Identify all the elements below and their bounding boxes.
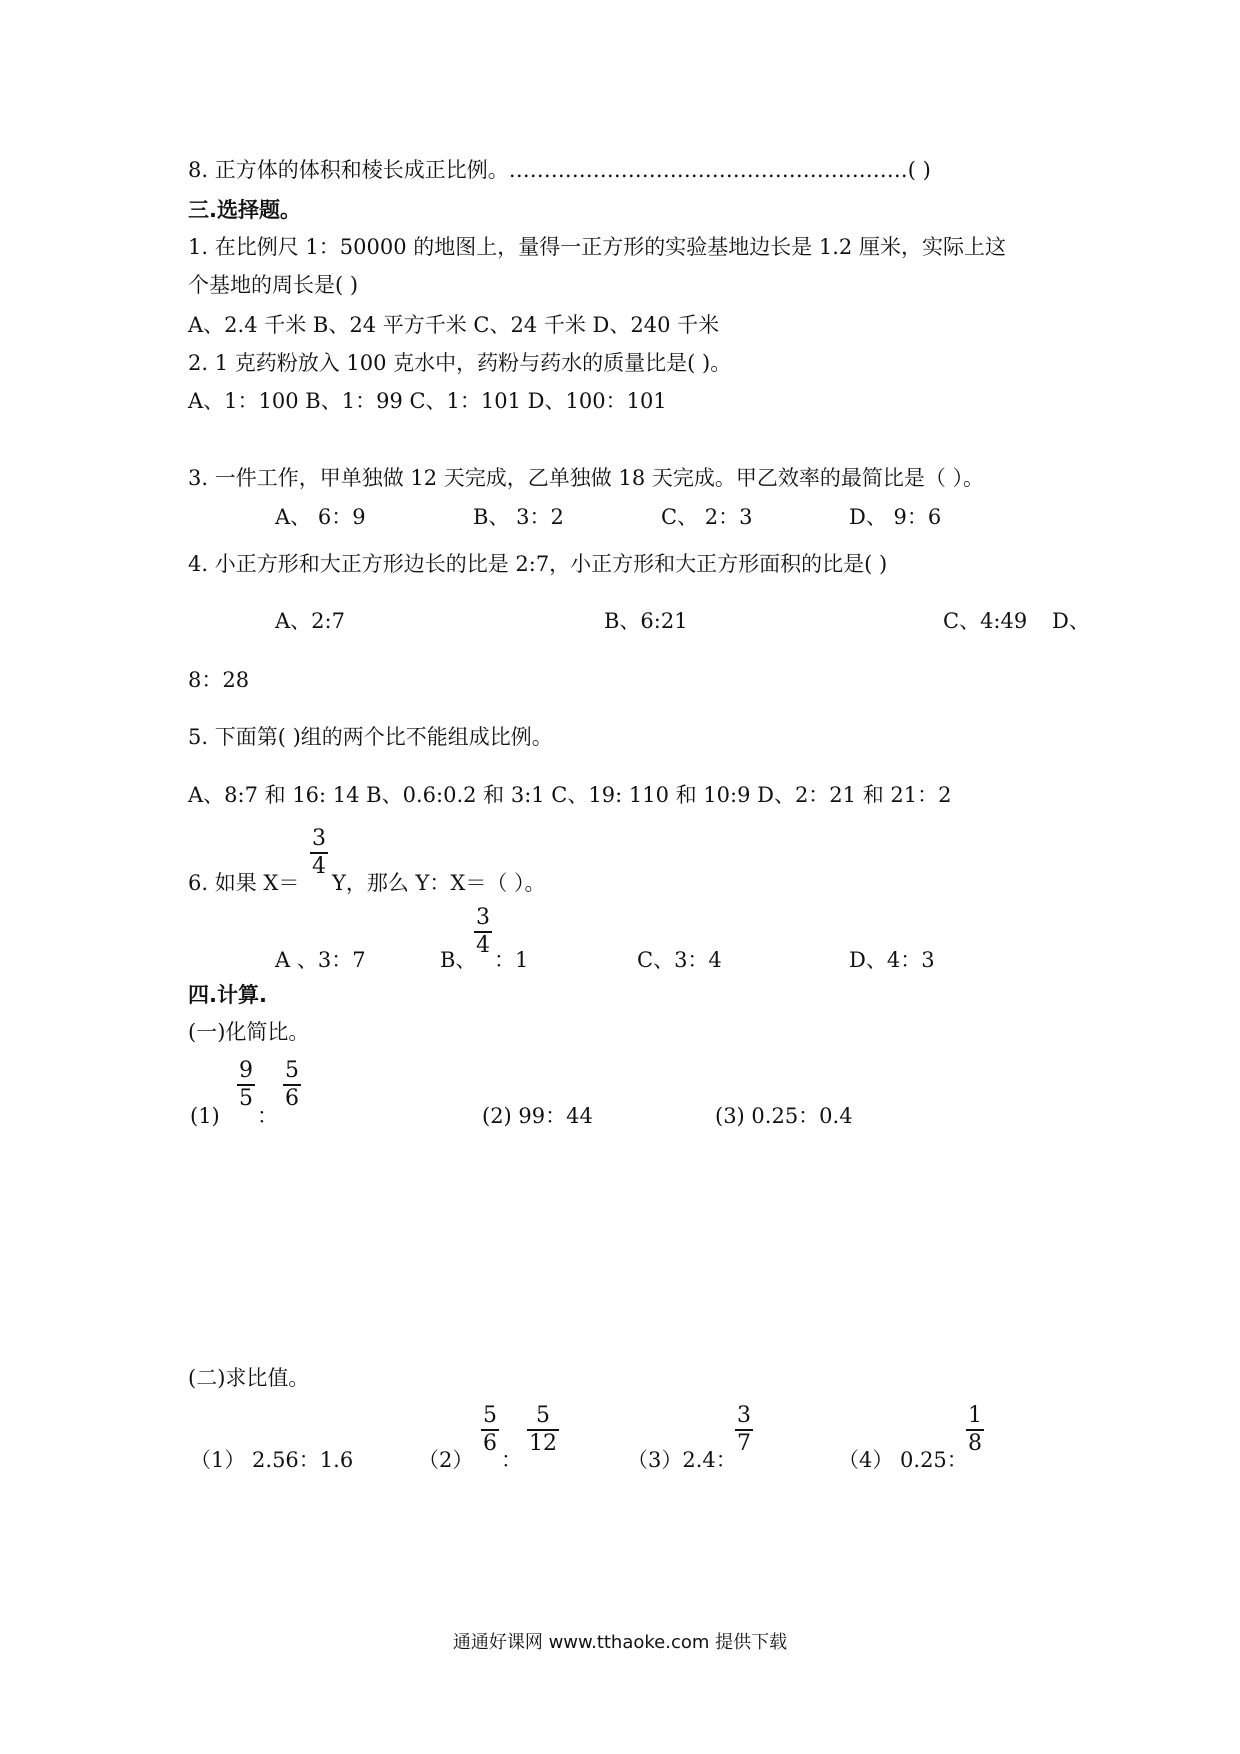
q6-option-b-suffix: ：1 — [494, 948, 529, 972]
part2-p3-prefix: （3）2.4： — [627, 1448, 737, 1472]
fraction-denominator: 4 — [312, 854, 326, 879]
q3-option-a: A、 6：9 — [275, 505, 366, 529]
fraction-denominator: 8 — [968, 1431, 982, 1456]
q4-option-d-value: 8：28 — [188, 668, 250, 692]
q6-fraction — [310, 826, 328, 880]
question-8-judge: 8. 正方体的体积和棱长成正比例。…………………………………………………( ) — [188, 158, 931, 182]
q5-text: 5. 下面第( )组的两个比不能组成比例。 — [188, 725, 553, 749]
section-title-choice: 三.选择题。 — [188, 198, 301, 222]
part1-p1-fraction-b — [283, 1058, 301, 1112]
fraction-denominator: 7 — [737, 1431, 751, 1456]
fraction-numerator: 3 — [737, 1403, 751, 1428]
q2-text: 2. 1 克药粉放入 100 克水中，药粉与药水的质量比是( )。 — [188, 351, 732, 375]
q4-option-c: C、4:49 — [943, 609, 1028, 633]
fraction-numerator: 5 — [285, 1058, 299, 1083]
part1-p1-fraction-a — [237, 1058, 255, 1112]
fraction-numerator: 9 — [239, 1058, 253, 1083]
part1-p3: (3) 0.25：0.4 — [715, 1104, 853, 1128]
part2-p3-fraction — [735, 1403, 753, 1457]
q4-option-a: A、2:7 — [275, 609, 345, 633]
q4-option-b: B、6:21 — [604, 609, 688, 633]
q6-text-suffix: Y，那么 Y：X＝（ ）。 — [332, 871, 546, 895]
q5-options: A、8:7 和 16: 14 B、0.6:0.2 和 3:1 C、19: 110 和 10:9 D、2：21 和 21：2 — [188, 783, 952, 807]
part1-p1-label: (1) — [190, 1104, 220, 1128]
fraction-numerator: 3 — [476, 905, 490, 930]
fraction-numerator: 5 — [536, 1403, 550, 1428]
q6-option-c: C、3：4 — [637, 948, 722, 972]
fraction-denominator: 6 — [285, 1086, 299, 1111]
section-title-calc: 四.计算. — [188, 983, 267, 1007]
q3-option-b: B、 3：2 — [473, 505, 564, 529]
fraction-numerator: 1 — [968, 1403, 982, 1428]
part1-p2: (2) 99：44 — [482, 1104, 593, 1128]
q6-text-prefix: 6. 如果 X＝ — [188, 871, 300, 895]
q3-option-d: D、 9：6 — [849, 505, 942, 529]
fraction-numerator: 3 — [312, 826, 326, 851]
part2-p1: （1） 2.56：1.6 — [190, 1448, 354, 1472]
part2-p2-fraction-b — [527, 1403, 559, 1457]
part1-p1-separator: ： — [257, 1104, 278, 1128]
q1-options: A、2.4 千米 B、24 平方千米 C、24 千米 D、240 千米 — [188, 313, 720, 337]
q3-text: 3. 一件工作，甲单独做 12 天完成，乙单独做 18 天完成。甲乙效率的最简比是（ ）。 — [188, 466, 985, 490]
q6-option-b-fraction — [474, 905, 492, 959]
q4-text: 4. 小正方形和大正方形边长的比是 2:7，小正方形和大正方形面积的比是( ) — [188, 552, 888, 576]
q6-option-a: A 、3：7 — [275, 948, 366, 972]
q2-options: A、1：100 B、1：99 C、1：101 D、100：101 — [188, 389, 667, 413]
part2-p4-fraction — [966, 1403, 984, 1457]
q3-option-c: C、 2：3 — [661, 505, 753, 529]
q6-option-d: D、4：3 — [849, 948, 935, 972]
part2-title: (二)求比值。 — [188, 1366, 310, 1390]
part2-p4-prefix: （4） 0.25： — [838, 1448, 968, 1472]
part1-title: (一)化简比。 — [188, 1020, 310, 1044]
fraction-denominator: 5 — [239, 1086, 253, 1111]
page-footer: 通通好课网 www.tthaoke.com 提供下载 — [452, 1632, 788, 1653]
part2-p2-separator: ： — [501, 1448, 522, 1472]
fraction-numerator: 5 — [483, 1403, 497, 1428]
part2-p2-fraction-a — [481, 1403, 499, 1457]
q1-line1: 1. 在比例尺 1：50000 的地图上，量得一正方形的实验基地边长是 1.2 厘米，实际上这 — [188, 235, 1006, 259]
q4-option-d-prefix: D、 — [1052, 609, 1090, 633]
fraction-denominator: 4 — [476, 933, 490, 958]
q1-line2: 个基地的周长是( ) — [188, 273, 359, 297]
part2-p2-label: （2） — [418, 1448, 474, 1472]
fraction-denominator: 12 — [529, 1431, 557, 1456]
q6-option-b-prefix: B、 — [440, 948, 477, 972]
fraction-denominator: 6 — [483, 1431, 497, 1456]
